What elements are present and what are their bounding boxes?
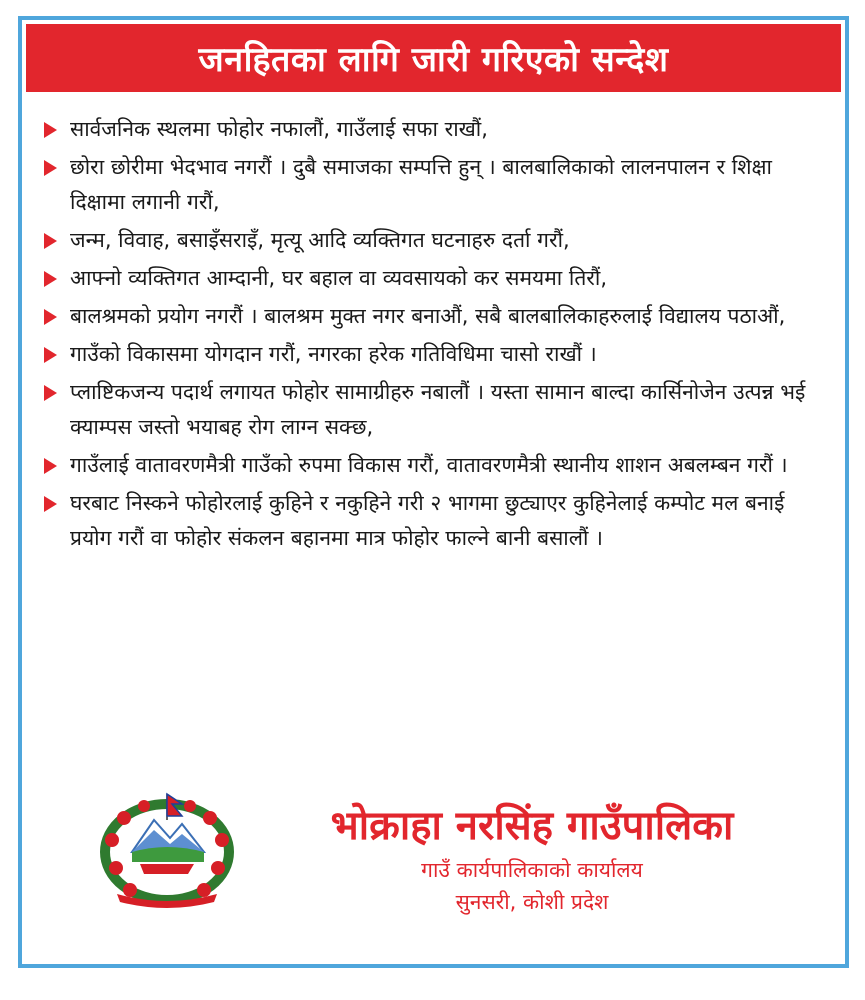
bullet-arrow-icon bbox=[44, 233, 57, 249]
office-name: गाउँ कार्यपालिकाको कार्यालय bbox=[421, 858, 643, 882]
message-text: प्लाष्टिकजन्य पदार्थ लगायत फोहोर सामाग्रीहरु नबालौं । यस्ता सामान बाल्दा कार्सिनोजेन उत्पन्न भई क्याम्पस जस्तो भयाबह रोग लाग्न सक्छ, bbox=[70, 380, 806, 439]
message-text: गाउँलाई वातावरणमैत्री गाउँको रुपमा विकास गरौं, वातावरणमैत्री स्थानीय शाशन अबलम्बन गरौं । bbox=[70, 453, 788, 477]
bullet-arrow-icon bbox=[44, 347, 57, 363]
nepal-government-emblem-icon bbox=[92, 790, 242, 910]
message-list bbox=[42, 112, 832, 559]
bullet-arrow-icon bbox=[44, 309, 57, 325]
bullet-arrow-icon bbox=[44, 496, 57, 512]
bullet-arrow-icon bbox=[44, 122, 57, 138]
message-text: बालश्रमको प्रयोग नगरौं । बालश्रम मुक्त नगर बनाऔं, सबै बालबालिकाहरुलाई विद्यालय पठाऔं, bbox=[70, 304, 786, 328]
bullet-arrow-icon bbox=[44, 271, 57, 287]
office-location: सुनसरी, कोशी प्रदेश bbox=[455, 890, 609, 914]
list-item bbox=[42, 337, 832, 372]
list-item bbox=[42, 486, 832, 556]
message-text: जन्म, विवाह, बसाइँसराइँ, मृत्यू आदि व्यक्तिगत घटनाहरु दर्ता गरौं, bbox=[70, 228, 570, 252]
emblem-graphic bbox=[92, 790, 242, 910]
list-item bbox=[42, 375, 832, 445]
message-text: छोरा छोरीमा भेदभाव नगरौं । दुबै समाजका सम्पत्ति हुन् । बालबालिकाको लालनपालन र शिक्षा दिक्षामा लगानी गरौं, bbox=[70, 155, 772, 214]
message-text: गाउँको विकासमा योगदान गरौं, नगरका हरेक गतिविधिमा चासो राखौं । bbox=[70, 342, 597, 366]
bullet-arrow-icon bbox=[44, 458, 57, 474]
message-text: घरबाट निस्कने फोहोरलाई कुहिने र नकुहिने गरी २ भागमा छुट्याएर कुहिनेलाई कम्पोट मल बनाई प्रयोग गरौं वा फोहोर संकलन बहानमा मात्र फोहोर फाल्ने बानी बसालौं । bbox=[70, 491, 785, 550]
message-text: सार्वजनिक स्थलमा फोहोर नफालौं, गाउँलाई सफा राखौं, bbox=[70, 117, 488, 141]
list-item bbox=[42, 112, 832, 147]
list-item bbox=[42, 448, 832, 483]
organization-name: भोक्राहा नरसिंह गाउँपालिका bbox=[330, 803, 734, 849]
bullet-arrow-icon bbox=[44, 160, 57, 176]
list-item bbox=[42, 261, 832, 296]
organization-block bbox=[232, 798, 832, 918]
notice-frame bbox=[18, 16, 849, 968]
message-text: आफ्नो व्यक्तिगत आम्दानी, घर बहाल वा व्यवसायको कर समयमा तिरौं, bbox=[70, 266, 608, 290]
list-item bbox=[42, 223, 832, 258]
list-item bbox=[42, 150, 832, 220]
page-title: जनहितका लागि जारी गरिएको सन्देश bbox=[198, 40, 669, 80]
bullet-arrow-icon bbox=[44, 385, 57, 401]
header-banner bbox=[26, 24, 841, 92]
list-item bbox=[42, 299, 832, 334]
